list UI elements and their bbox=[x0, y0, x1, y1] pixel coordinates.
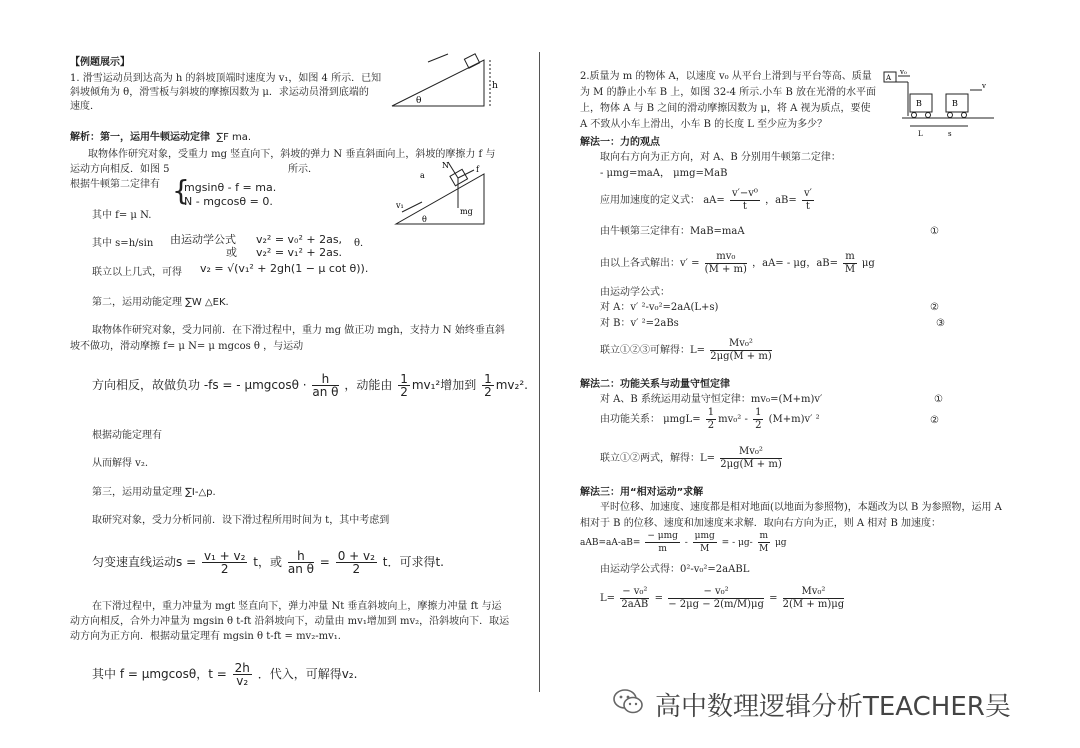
solution-line: 所示． bbox=[288, 164, 318, 175]
brace: { bbox=[172, 174, 190, 207]
denominator: an θ bbox=[287, 562, 314, 576]
method-3-title: 解法三：用“相对运动”求解 bbox=[580, 487, 704, 498]
energy-text: mv₂². bbox=[495, 378, 528, 392]
fig-label: a bbox=[420, 171, 425, 180]
q2-line: 为 M 的静止小车 B 上，如图 32-4 所示.小车 B 放在光滑的水平面 bbox=[580, 87, 877, 98]
accel-definition bbox=[600, 188, 816, 214]
numerator: − μmg bbox=[647, 531, 678, 541]
method-text: (M+m)v′ ² bbox=[768, 414, 820, 425]
denominator: 2 bbox=[400, 385, 408, 399]
denominator: M bbox=[700, 544, 710, 554]
fraction bbox=[288, 550, 314, 575]
denominator: 2aAB bbox=[621, 599, 649, 610]
solution-1-title bbox=[70, 131, 251, 144]
method-text: ，aA= - μg，aB= bbox=[752, 258, 839, 269]
result-equation bbox=[600, 444, 784, 474]
method-1-title: 解法一：力的观点 bbox=[580, 137, 660, 148]
fraction bbox=[753, 407, 763, 432]
circled-number: ③ bbox=[936, 318, 945, 329]
section-2-title: 第二，运用动能定理 ∑W △EK. bbox=[92, 297, 229, 308]
circled-number: ① bbox=[934, 394, 943, 405]
section-heading: 【例题展示】 bbox=[70, 57, 130, 68]
fig-label: s bbox=[948, 130, 952, 138]
fig-label: v₁ bbox=[396, 201, 404, 210]
result-equation bbox=[600, 336, 774, 366]
denominator: M bbox=[844, 264, 856, 275]
q2-line: A 不致从小车上滑出，小车 B 的长度 L 至少应为多少？ bbox=[580, 119, 828, 130]
solution-line: 联立以上几式，可得 bbox=[92, 267, 182, 278]
fraction bbox=[758, 530, 771, 555]
energy-text: ，动能由 bbox=[344, 378, 393, 392]
method-line: 取向右方向为正方向，对 A、B 分别用牛顿第二定律： bbox=[600, 152, 841, 163]
method-line: 相对于 B 的位移、速度和加速度来求解．取向右方向为正，则 A 相对 B 加速度： bbox=[580, 518, 941, 529]
circled-number: ① bbox=[930, 226, 939, 237]
method-2-title: 解法二：功能关系与动量守恒定律 bbox=[580, 379, 730, 390]
numerator: 0 + v₂ bbox=[337, 549, 375, 563]
fraction bbox=[202, 550, 248, 575]
momentum-equation bbox=[92, 548, 444, 576]
result-equation: v₂ = √(v₁² + 2gh(1 − μ cot θ)). bbox=[200, 262, 369, 275]
method-line: 对 B：v′ ²=2aBs bbox=[600, 318, 679, 329]
kinematics-title: 由运动学公式 bbox=[170, 233, 236, 246]
fig-label: L bbox=[918, 130, 923, 138]
numerator: m bbox=[759, 531, 769, 541]
cart-figure bbox=[882, 66, 998, 138]
denominator: 2μg(M + m) bbox=[720, 459, 782, 470]
method-text: mv₀² - bbox=[718, 414, 748, 425]
fraction bbox=[802, 188, 814, 213]
numerator: 2h bbox=[234, 661, 250, 675]
relative-accel: aAB=aA-aB= $\frac{\text{− μmg}}{m}$ - $\frac{\text{μmg}}{M}$ = - μg- $\frac{m}{M}$ μg bbox=[580, 531, 787, 554]
numerator: m bbox=[845, 251, 855, 262]
denominator: 2 bbox=[707, 420, 715, 431]
numerator: 1 bbox=[707, 407, 715, 418]
fig-label: N bbox=[442, 161, 449, 170]
solution-line: 取研究对象，受力分析同前．设下滑过程所用时间为 t，其中考虑到 bbox=[92, 515, 390, 526]
energy-relation bbox=[600, 406, 820, 434]
angle-label: θ bbox=[416, 96, 422, 106]
fraction bbox=[620, 586, 649, 611]
numerator: h bbox=[288, 550, 314, 563]
equation: N - mgcosθ = 0. bbox=[184, 195, 273, 208]
final-text: 其中 f = μmgcosθ，t = bbox=[92, 667, 227, 681]
q1-line: 速度． bbox=[70, 101, 100, 112]
solution-line: 动方向为正方向．根据动量定理有 mgsin θ t-ft = mv₂-mv₁. bbox=[70, 631, 341, 642]
q2-line: 2.质量为 m 的物体 A，以速度 v₀ 从平台上滑到与平台等高、质量 bbox=[580, 71, 872, 82]
circled-number: ② bbox=[930, 415, 939, 426]
numerator: h bbox=[312, 373, 338, 386]
numerator: Mv₀² bbox=[783, 586, 845, 599]
method-text: aAB=aA-aB= bbox=[580, 538, 641, 548]
denominator: 2 bbox=[755, 420, 762, 431]
method-text: 应用加速度的定义式： bbox=[600, 195, 700, 206]
solution-line: 动方向相反，合外力冲量为 mgsin θ t-ft 沿斜坡向下，动量由 mv₁增加到 mv₂，沿斜坡向下．取运 bbox=[70, 616, 510, 627]
method-text: aA= bbox=[703, 195, 725, 206]
method-text: 联立①②③可解得：L= bbox=[600, 345, 706, 356]
denominator: 2(M + m)μg bbox=[782, 599, 845, 610]
denominator: t bbox=[742, 201, 747, 212]
fraction bbox=[730, 188, 760, 213]
solution-1-title-text: 解析：第一，运用牛顿运动定律 bbox=[70, 132, 210, 143]
solution-line: 根据动能定理有 bbox=[92, 430, 162, 441]
method-line: 由牛顿第三定律有：MaB=maA bbox=[600, 226, 745, 237]
q2-line: 上，物体 A 与 B 之间的滑动摩擦因数为 μ，将 A 视为质点，要使 bbox=[580, 103, 871, 114]
fraction bbox=[783, 586, 845, 611]
method-line: - μmg=maA， μmg=MaB bbox=[600, 168, 728, 179]
solution-line: 坡不做功，滑动摩擦 f= μ N= μ mgcos θ ，与运动 bbox=[70, 341, 304, 352]
denominator: 2 bbox=[484, 385, 492, 399]
equation: v₂² = v₁² + 2as. bbox=[256, 246, 343, 259]
energy-text: mv₁²增加到 bbox=[411, 378, 477, 392]
method-text: L= bbox=[600, 593, 616, 604]
method-text: 联立①②两式，解得：L= bbox=[600, 453, 716, 464]
numerator: 1 bbox=[755, 407, 762, 418]
final-length: L= $\frac{\text{− v₀²}}{\text{2aAB}}$ = $\frac{\text{− v₀²}}{- 2\mu g - 2(m/M)\mu g}$ = $\frac{\text{Mv₀²}}{2(M + m)\mu g}$ bbox=[600, 586, 845, 610]
fig-label: f bbox=[476, 165, 479, 174]
fraction bbox=[336, 550, 377, 575]
denominator: an θ bbox=[312, 385, 339, 399]
method-line: 平时位移、加速度、速度都是相对地面(以地面为参照物)，本题改为以 B 为参照物，运用 A bbox=[600, 502, 1002, 513]
final-equation bbox=[92, 660, 357, 688]
equation: mgsinθ - f = ma. bbox=[184, 181, 277, 194]
denominator: m bbox=[658, 544, 667, 554]
numerator: v₁ + v₂ bbox=[203, 549, 246, 563]
slope-figure-1 bbox=[388, 48, 498, 112]
numerator: 1 bbox=[484, 372, 492, 386]
height-label: h bbox=[492, 81, 498, 91]
fig-label: B bbox=[916, 99, 922, 108]
method-text: μg bbox=[861, 258, 875, 269]
solution-line: 其中 f= μ N. bbox=[92, 210, 152, 221]
final-text: ．代入，可解得v₂. bbox=[257, 667, 358, 681]
numerator: 1 bbox=[400, 372, 408, 386]
fraction bbox=[710, 338, 772, 363]
q1-line: 1. 滑雪运动员到达高为 h 的斜坡顶端时速度为 v₁，如图 4 所示．已知 bbox=[70, 73, 382, 84]
method-line: 由运动学公式： bbox=[600, 287, 670, 298]
fraction bbox=[705, 251, 747, 276]
method-text: ，aB= bbox=[765, 195, 797, 206]
method-text: 由以上各式解出：v′ = bbox=[600, 258, 700, 269]
fraction bbox=[482, 373, 494, 398]
fig-label: mg bbox=[460, 207, 473, 216]
fraction bbox=[693, 530, 717, 555]
solution-line: 取物体作研究对象，受力同前．在下滑过程中，重力 mg 做正功 mgh，支持力 N 始终垂直斜 bbox=[92, 325, 505, 336]
fraction bbox=[843, 251, 856, 276]
momentum-text: t，或 bbox=[253, 555, 283, 569]
fig-label: B bbox=[952, 99, 958, 108]
denominator: M bbox=[759, 544, 769, 554]
numerator: μmg bbox=[694, 531, 715, 541]
fig-label: θ bbox=[422, 215, 427, 224]
numerator: mv₀ bbox=[705, 251, 747, 264]
numerator: Mv₀² bbox=[710, 338, 772, 351]
fraction bbox=[668, 586, 764, 611]
fig-label: A bbox=[886, 74, 892, 82]
denominator: v₂ bbox=[236, 674, 249, 688]
watermark-text: 高中数理逻辑分析TEACHER吴 bbox=[655, 692, 1011, 722]
solution-line: 取物体作研究对象，受重力 mg 竖直向下，斜坡的弹力 N 垂直斜面向上，斜坡的摩擦力 f 与 bbox=[88, 149, 496, 160]
fraction bbox=[706, 407, 716, 432]
column-divider bbox=[539, 52, 540, 692]
denominator: − 2μg − 2(m/M)μg bbox=[668, 599, 764, 610]
denominator: (M + m) bbox=[704, 264, 747, 275]
fraction bbox=[720, 446, 782, 471]
or-label: 或 bbox=[226, 246, 237, 259]
numerator: Mv₀² bbox=[720, 446, 782, 459]
denominator: 2 bbox=[220, 562, 229, 576]
method-line: 对 A、B 系统运用动量守恒定律：mv₀=(M+m)v′ bbox=[600, 394, 823, 405]
newton-formula: ∑F ma. bbox=[216, 132, 252, 143]
equation: v₂² = v₀² + 2as, bbox=[256, 233, 343, 246]
solved-equation bbox=[600, 250, 875, 278]
numerator: v′ bbox=[803, 188, 812, 199]
circled-number: ② bbox=[930, 302, 939, 313]
method-line: 由运动学公式得：0²-v₀²=2aABL bbox=[600, 564, 750, 575]
energy-text: 方向相反，故做负功 -fs = - μmgcosθ · bbox=[92, 378, 307, 392]
fraction bbox=[645, 530, 680, 555]
solution-line: 在下滑过程中，重力冲量为 mgt 竖直向下，弹力冲量 Nt 垂直斜坡向上，摩擦力冲量 ft 与运 bbox=[92, 601, 502, 612]
method-text: μg bbox=[774, 538, 787, 548]
numerator: − v₀² bbox=[668, 586, 764, 599]
fraction bbox=[312, 373, 338, 398]
fraction bbox=[233, 662, 252, 687]
solution-line: 运动方向相反．如图 5 bbox=[70, 164, 170, 175]
wechat-icon bbox=[612, 686, 644, 718]
fig-label: v bbox=[982, 82, 986, 90]
solution-line: 根据牛顿第二定律有 bbox=[70, 179, 160, 190]
method-text: 由功能关系： μmgL= bbox=[600, 414, 701, 425]
solution-line: 其中 s=h/sin bbox=[92, 238, 154, 249]
section-3-title: 第三，运用动量定理 ∑I-△p. bbox=[92, 487, 216, 498]
momentum-text: = bbox=[319, 555, 330, 569]
denominator: t bbox=[805, 201, 810, 212]
fig-label: v₀ bbox=[900, 68, 907, 76]
method-text: = - μg- bbox=[721, 538, 753, 548]
solution-line: 从而解得 v₂. bbox=[92, 458, 149, 469]
solution-line: θ． bbox=[354, 238, 371, 249]
fraction bbox=[398, 373, 410, 398]
energy-equation bbox=[92, 371, 528, 399]
momentum-text: t．可求得t. bbox=[382, 555, 444, 569]
numerator: v′−v⁰ bbox=[731, 188, 758, 199]
denominator: 2μg(M + m) bbox=[710, 351, 772, 362]
force-diagram-figure bbox=[392, 160, 492, 230]
denominator: 2 bbox=[352, 562, 361, 576]
q1-line: 斜坡倾角为 θ，滑雪板与斜坡的摩擦因数为 μ．求运动员滑到底端的 bbox=[70, 87, 369, 98]
method-line: 对 A：v′ ²-v₀²=2aA(L+s) bbox=[600, 302, 719, 313]
momentum-text: 匀变速直线运动s = bbox=[92, 555, 197, 569]
numerator: − v₀² bbox=[622, 586, 648, 597]
